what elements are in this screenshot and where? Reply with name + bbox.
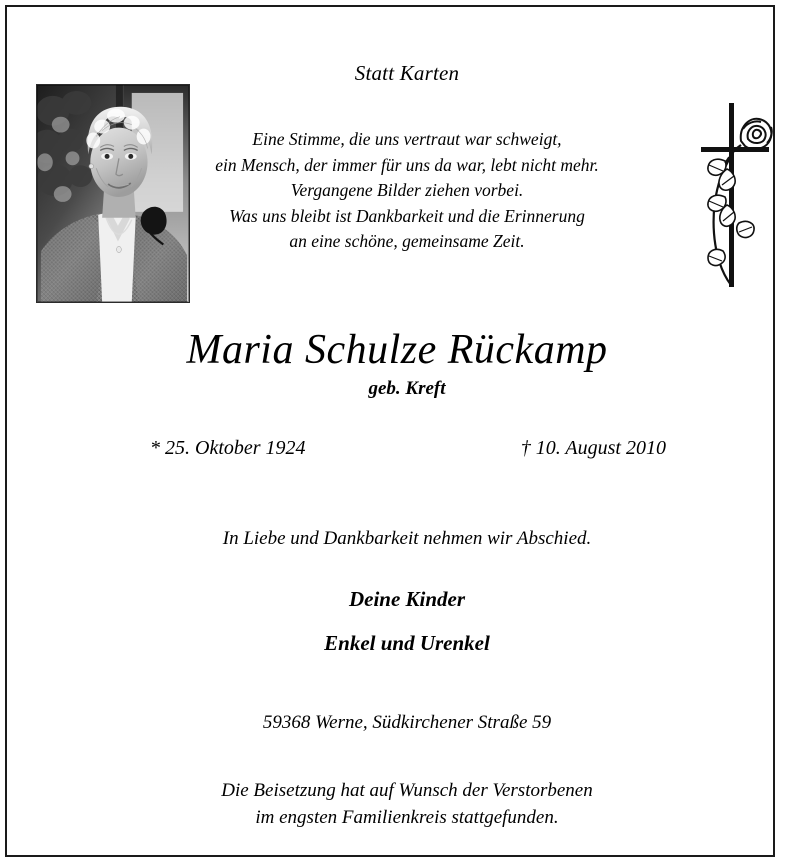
statt-karten-header: Statt Karten [354,61,460,85]
death-date: † 10. August 2010 [520,437,666,459]
survivors-list [157,577,657,665]
poem-line: Was uns bleibt ist Dankbarkeit und die Erinnerung [229,205,585,226]
deceased-name: Maria Schulze Rückamp [186,327,608,373]
birth-date: * 25. Oktober 1924 [150,437,306,459]
cross-rose-graphic [695,99,777,291]
farewell-text: In Liebe und Dankbarkeit nehmen wir Abschied. [222,528,592,549]
memorial-poem [147,127,667,255]
death-notice-frame [5,5,775,857]
address-line: 59368 Werne, Südkirchener Straße 59 [262,712,552,733]
burial-note-line: im engsten Familienkreis stattgefunden. [255,807,559,828]
burial-note [137,777,677,831]
survivor-line: Enkel und Urenkel [324,631,490,655]
cross-with-rose-icon [695,99,777,291]
poem-line: ein Mensch, der immer für uns da war, lebt nicht mehr. [215,154,599,175]
poem-line: an eine schöne, gemeinsame Zeit. [289,231,525,252]
maiden-name: geb. Kreft [368,378,446,399]
burial-note-line: Die Beisetzung hat auf Wunsch der Verstorbenen [221,780,593,801]
survivor-line: Deine Kinder [348,587,466,611]
poem-line: Vergangene Bilder ziehen vorbei. [290,180,524,201]
life-dates [150,435,666,461]
poem-line: Eine Stimme, die uns vertraut war schweigt, [252,129,562,149]
